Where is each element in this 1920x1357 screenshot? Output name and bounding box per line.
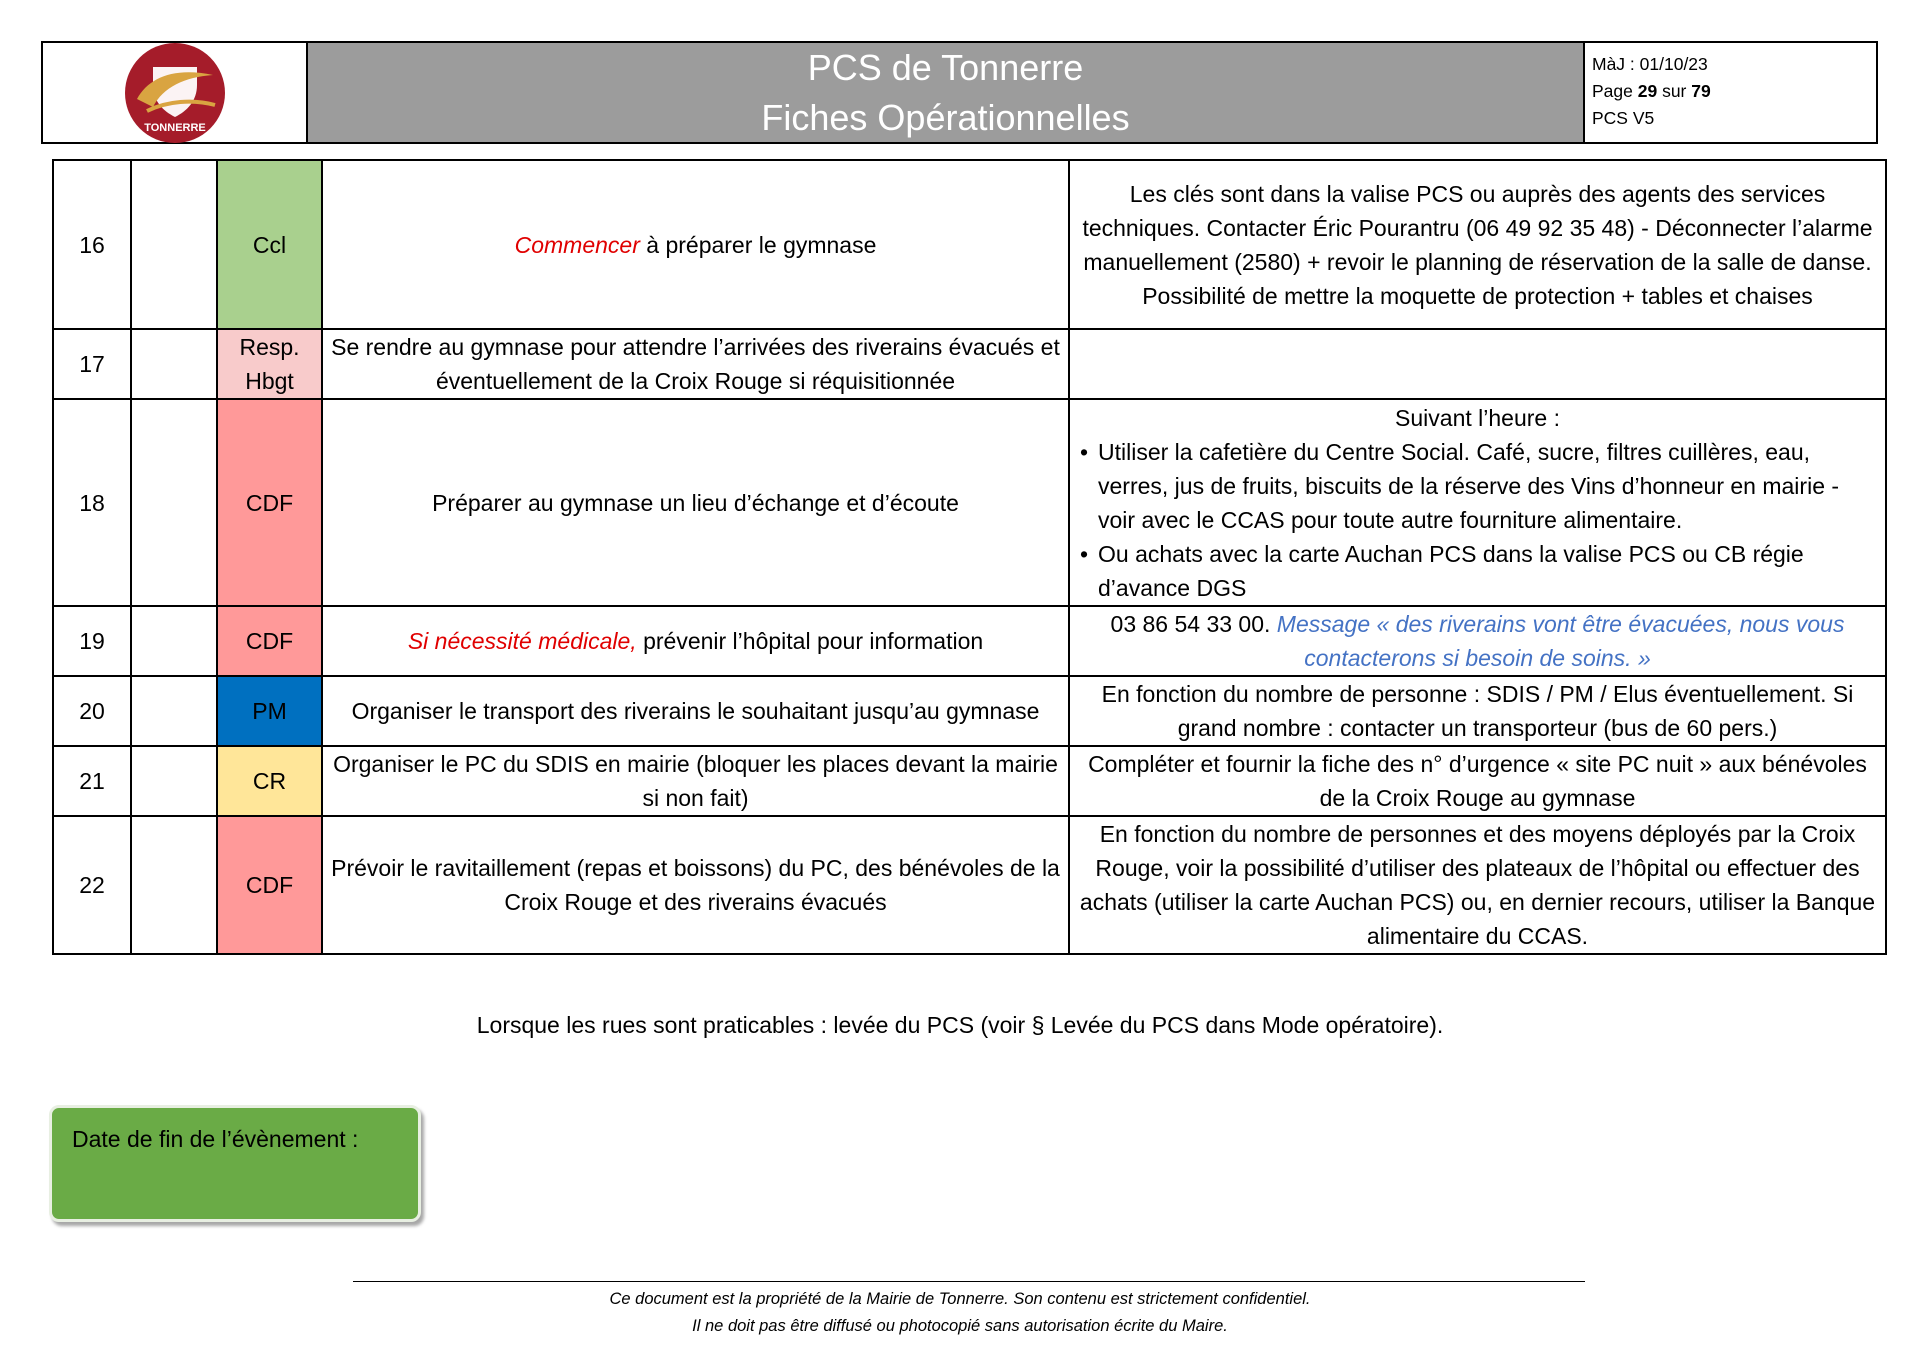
list-item: • Ou achats avec la carte Auchan PCS dans la valise PCS ou CB régie d’avance DGS [1080,537,1881,605]
action-emphasis: Si nécessité médicale, [407,628,637,654]
action-cell: Préparer au gymnase un lieu d’échange et d’écoute [322,399,1069,606]
action-emphasis: Commencer [514,231,640,258]
note-heading: Suivant l’heure : [1395,404,1560,431]
message-text: Message « des riverains vont être évacuées, nous vous contacterons si besoin de soins. » [1276,611,1845,671]
responsible-badge: Resp. Hbgt [217,329,322,399]
operations-table [52,159,1887,955]
logo-cell [43,43,308,142]
table-row [53,160,1886,329]
note-cell: En fonction du nombre de personnes et des moyens déployés par la Croix Rouge, voir la possibilité d’utiliser des plateaux de l’hôpital ou effectuer des achats (utiliser la carte Auchan PCS) ou, en dernier recours, utiliser la Banque alimentaire du CCAS. [1069,816,1886,954]
step-number: 19 [53,606,131,676]
note-bullet-list [1074,435,1881,605]
empty-cell [131,399,217,606]
footer-line-2: Il ne doit pas être diffusé ou photocopié sans autorisation écrite du Maire. [692,1317,1228,1335]
step-number: 18 [53,399,131,606]
tonnerre-logo [123,41,227,145]
step-number: 16 [53,160,131,329]
action-cell: Si nécessité médicale, prévenir l’hôpital pour information [322,606,1069,676]
phone-number: 03 86 54 33 00. [1110,611,1277,637]
responsible-badge: CR [217,746,322,816]
action-cell: Prévoir le ravitaillement (repas et boissons) du PC, des bénévoles de la Croix Rouge et des riverains évacués [322,816,1069,954]
logo-text: TONNERRE [143,121,206,134]
note-cell: Les clés sont dans la valise PCS ou auprès des agents des services techniques. Contacter Éric Pourantru (06 49 92 35 48) - Déconnecter l’alarme manuellement (2580) + revoir le planning de réservation de la salle de danse. Possibilité de mettre la moquette de protection + tables et chaises [1069,160,1886,329]
update-date: MàJ : 01/10/23 [1592,54,1708,74]
empty-cell [131,746,217,816]
responsible-badge: CDF [217,606,322,676]
note-cell: En fonction du nombre de personne : SDIS / PM / Elus éventuellement. Si grand nombre : contacter un transporteur (bus de 60 pers.) [1069,676,1886,746]
responsible-badge: CDF [217,399,322,606]
page-current: 29 [1637,81,1658,101]
action-cell: Organiser le transport des riverains le souhaitant jusqu’au gymnase [322,676,1069,746]
page-total: 79 [1691,81,1711,101]
table-row [53,816,1886,954]
note-cell [1069,399,1886,606]
table-row [53,746,1886,816]
empty-cell [131,329,217,399]
step-number: 22 [53,816,131,954]
end-date-label: Date de fin de l’évènement : [72,1126,359,1152]
note-cell [1069,606,1886,676]
responsible-badge: Ccl [217,160,322,329]
footer-line-1: Ce document est la propriété de la Mairie de Tonnerre. Son contenu est strictement confidentiel. [609,1290,1311,1308]
responsible-badge: CDF [217,816,322,954]
table-row [53,329,1886,399]
table-row [53,676,1886,746]
step-number: 17 [53,329,131,399]
empty-cell [131,606,217,676]
action-cell: Se rendre au gymnase pour attendre l’arrivées des riverains évacués et éventuellement de la Croix Rouge si réquisitionnée [322,329,1069,399]
header-title-line2: Fiches Opérationnelles [761,96,1130,138]
table-row [53,399,1886,606]
responsible-badge: PM [217,676,322,746]
step-number: 21 [53,746,131,816]
empty-cell [131,816,217,954]
empty-cell [131,676,217,746]
note-cell [1069,329,1886,399]
header-title [308,43,1585,142]
empty-cell [131,160,217,329]
version-label: PCS V5 [1592,108,1655,128]
header-title-line1: PCS de Tonnerre [807,46,1084,88]
end-date-box [49,1105,421,1222]
document-header [41,41,1878,144]
closing-note: Lorsque les rues sont praticables : levée du PCS (voir § Levée du PCS dans Mode opératoire). [476,1012,1444,1038]
page-indicator: Page 29 sur 79 [1592,81,1711,101]
note-cell: Compléter et fournir la fiche des n° d’urgence « site PC nuit » aux bénévoles de la Croix Rouge au gymnase [1069,746,1886,816]
table-row [53,606,1886,676]
list-item: • Utiliser la cafetière du Centre Social. Café, sucre, filtres cuillères, eau, verres, jus de fruits, biscuits de la réserve des Vins d’honneur en mairie - voir avec le CCAS pour toute autre fourniture alimentaire. [1080,435,1881,537]
header-meta [1585,43,1876,142]
action-cell: Commencer à préparer le gymnase [322,160,1069,329]
footer-disclaimer [0,1286,1920,1340]
step-number: 20 [53,676,131,746]
action-cell: Organiser le PC du SDIS en mairie (bloquer les places devant la mairie si non fait) [322,746,1069,816]
footer-divider [353,1281,1585,1282]
